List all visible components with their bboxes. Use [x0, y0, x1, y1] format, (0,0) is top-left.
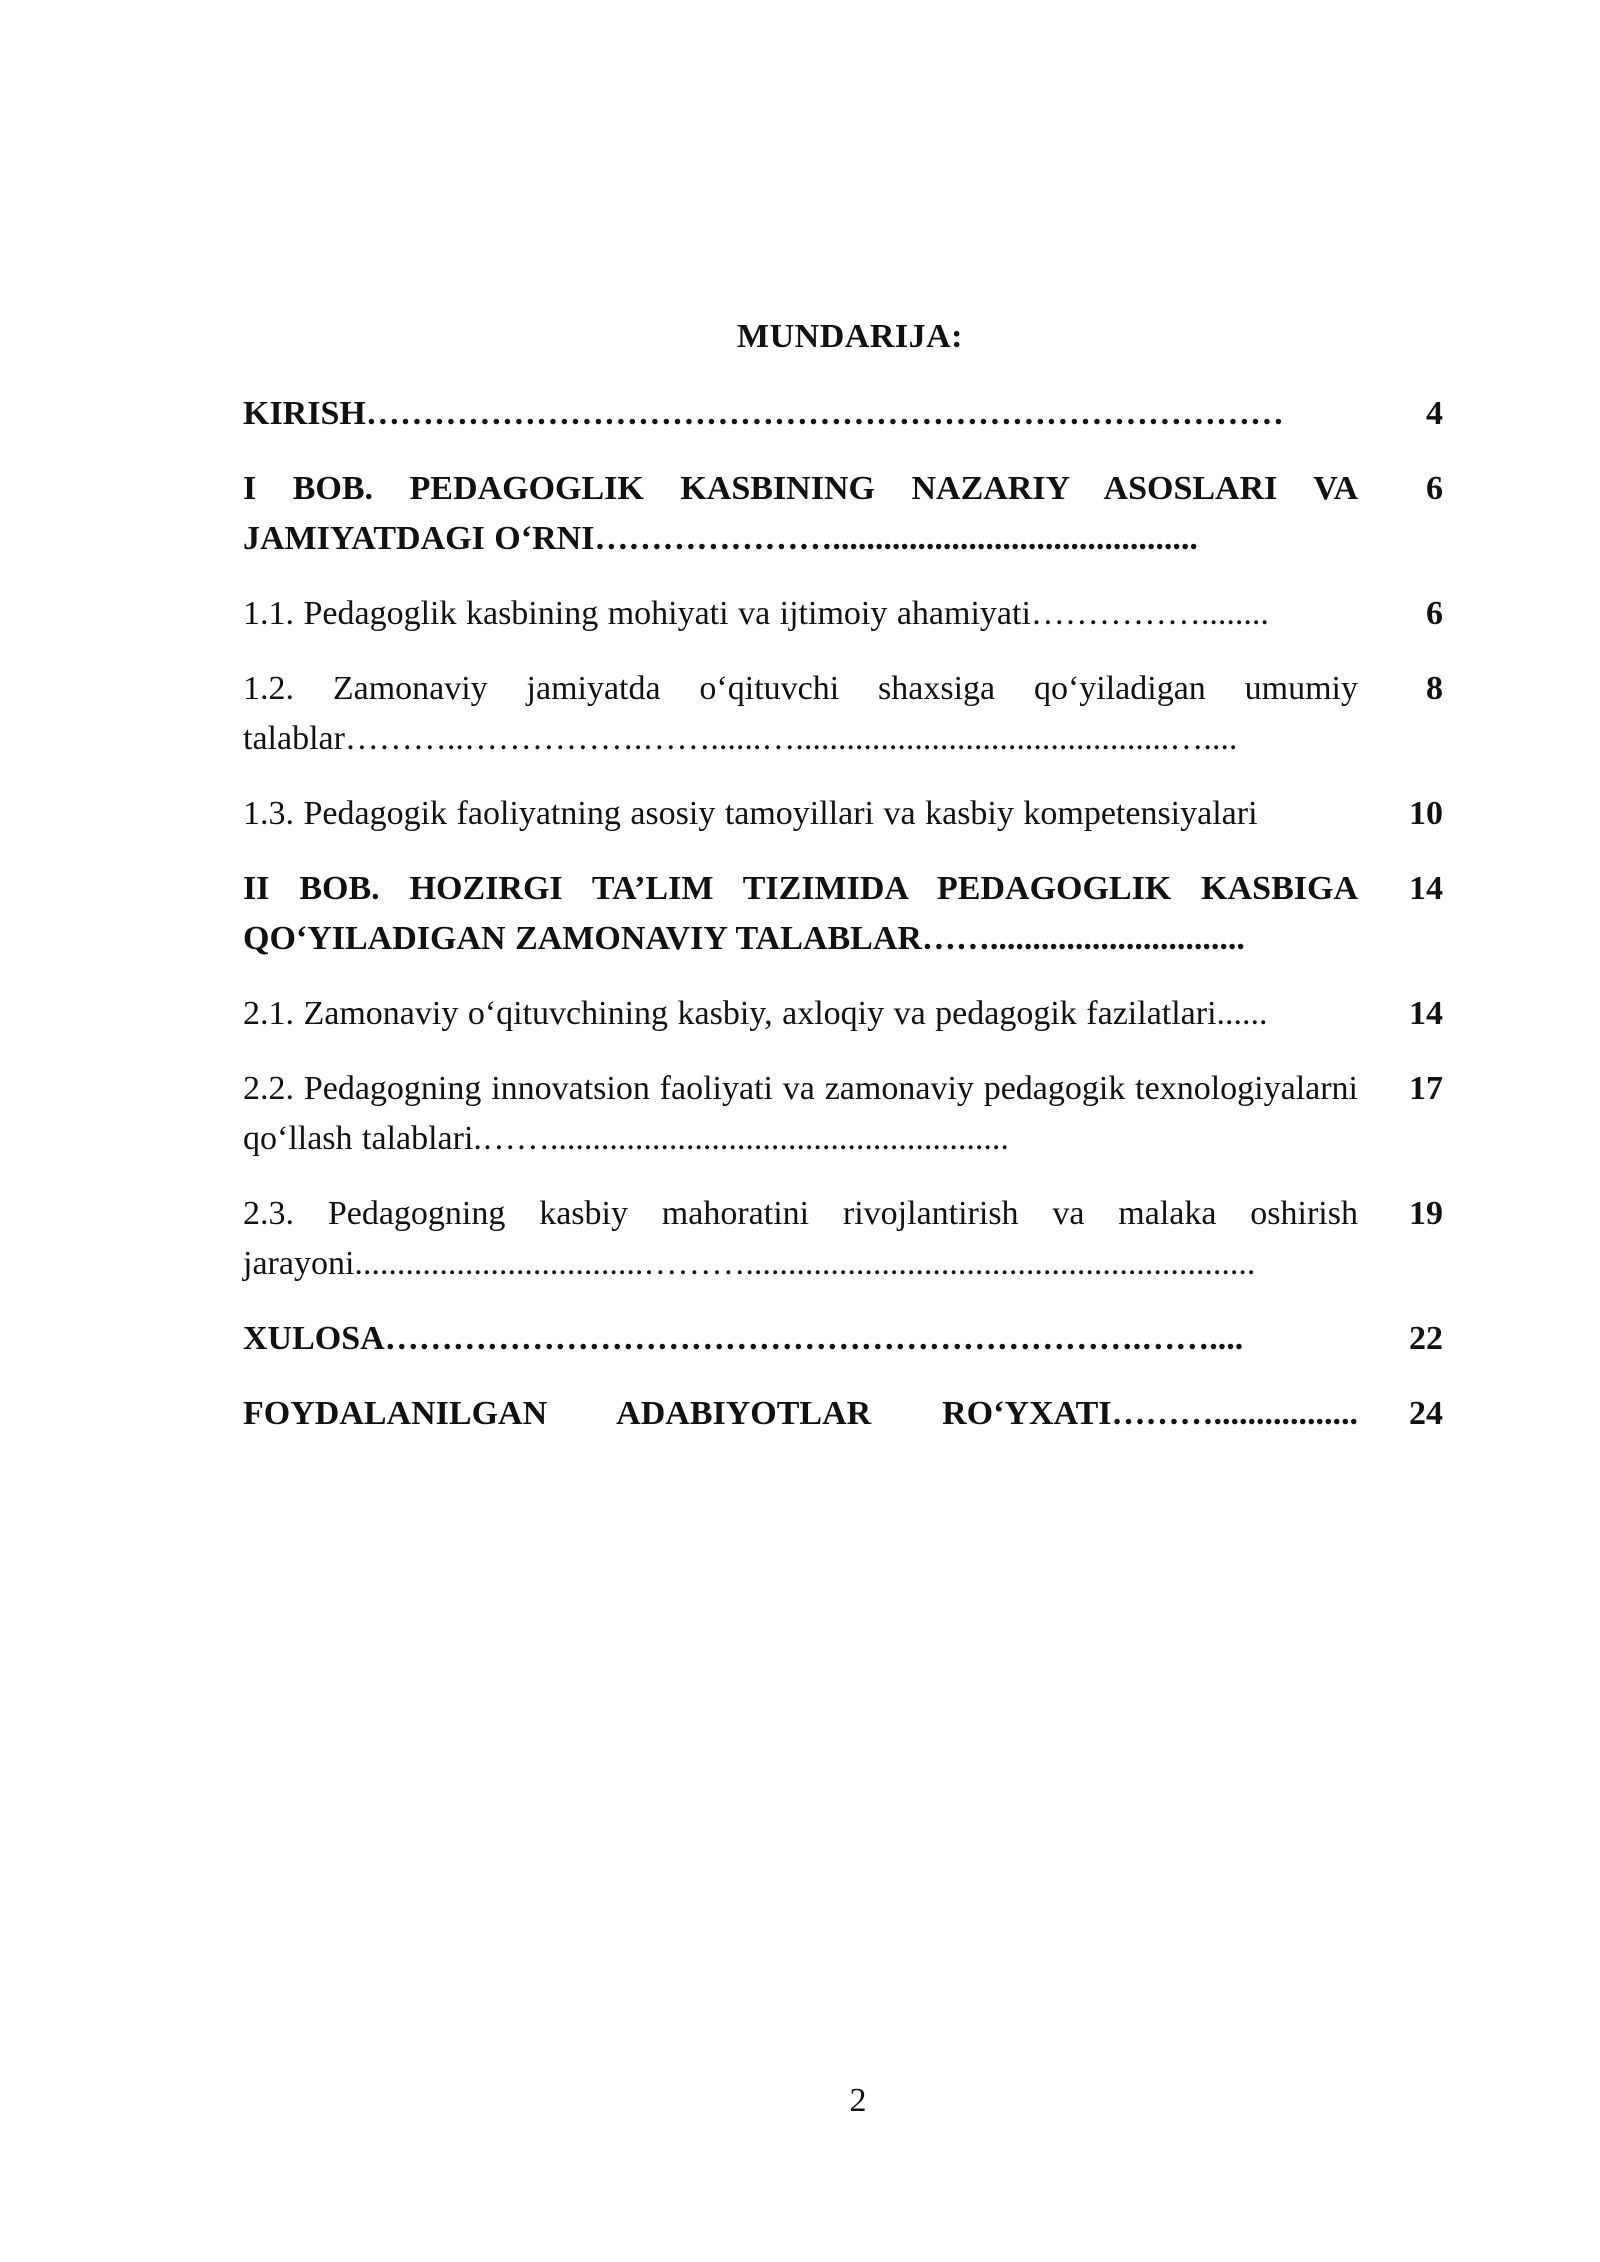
toc-entry-title: 2.2. Pedagogning innovatsion faoliyati va zamonaviy pedagogik texnologiyalarni qo‘llash talablari.……...................................................... [243, 1070, 1358, 1157]
toc-entry-title: XULOSA………………………………………………………….…….... [243, 1320, 1244, 1357]
toc-entry-page: 14 [1409, 995, 1443, 1032]
toc-entry-chapter-2[interactable] [243, 864, 1443, 964]
toc-entry-title: KIRISH……………………………………………………………………… [243, 395, 1284, 432]
page-number: 2 [849, 2082, 867, 2119]
toc-entry-page: 6 [1426, 595, 1443, 632]
toc-entry-page: 10 [1409, 795, 1443, 832]
toc-entry-section-2-3[interactable] [243, 1189, 1443, 1289]
toc-entry-kirish[interactable] [243, 389, 1443, 439]
toc-entry-title: 1.1. Pedagoglik kasbining mohiyati va ijtimoiy ahamiyati……………........ [243, 595, 1269, 632]
toc-entry-title: 2.1. Zamonaviy o‘qituvchining kasbiy, axloqiy va pedagogik fazilatlari...... [243, 995, 1268, 1032]
toc-entry-bibliography[interactable] [243, 1389, 1443, 1439]
toc-entry-title: I BOB. PEDAGOGLIK KASBINING NAZARIY ASOSLARI VA JAMIYATDAGI O‘RNI…………………........................................... [243, 470, 1358, 557]
toc-entry-page: 24 [1409, 1395, 1443, 1432]
page-title: MUNDARIJA: [737, 318, 963, 355]
toc-entry-title: 2.3. Pedagogning kasbiy mahoratini rivojlantirish va malaka oshirish jarayoni..................................………............................................................ [243, 1195, 1358, 1282]
toc-entry-section-2-2[interactable] [243, 1064, 1443, 1164]
toc-entry-section-1-1[interactable] [243, 589, 1443, 639]
toc-entry-title: 1.2. Zamonaviy jamiyatda o‘qituvchi shaxsiga qo‘yiladigan umumiy talablar………..…………….……......…............................................….... [243, 670, 1358, 757]
toc-entry-page: 22 [1409, 1320, 1443, 1357]
toc-entry-page: 19 [1409, 1195, 1443, 1232]
toc-entry-page: 14 [1409, 870, 1443, 907]
toc-entry-section-1-3[interactable] [243, 789, 1443, 839]
toc-entry-title: FOYDALANILGAN ADABIYOTLAR RO‘YXATI………................. [243, 1395, 1358, 1432]
toc-entry-page: 6 [1426, 470, 1443, 507]
toc-entry-xulosa[interactable] [243, 1314, 1443, 1364]
toc-entry-page: 8 [1426, 670, 1443, 707]
toc-entry-title: 1.3. Pedagogik faoliyatning asosiy tamoyillari va kasbiy kompetensiyalari [243, 795, 1258, 832]
table-of-contents [243, 389, 1443, 1464]
toc-entry-section-2-1[interactable] [243, 989, 1443, 1039]
toc-entry-page: 17 [1409, 1070, 1443, 1107]
toc-entry-section-1-2[interactable] [243, 664, 1443, 764]
toc-entry-chapter-1[interactable] [243, 464, 1443, 564]
toc-entry-title: II BOB. HOZIRGI TA’LIM TIZIMIDA PEDAGOGLIK KASBIGA QO‘YILADIGAN ZAMONAVIY TALABLAR…….............................. [243, 870, 1358, 957]
toc-entry-page: 4 [1426, 395, 1443, 432]
